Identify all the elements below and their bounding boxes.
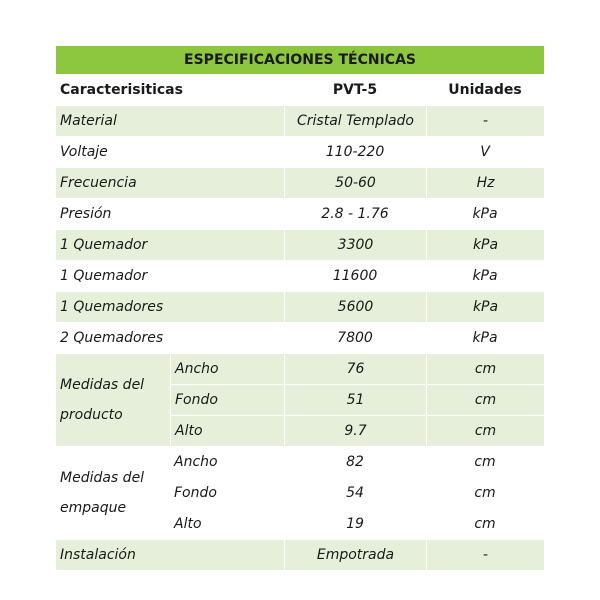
header-units: Unidades [426,75,544,106]
row-value: 2.8 - 1.76 [284,199,426,230]
dimension-value: 51 [284,385,426,416]
row-unit: kPa [426,323,544,354]
row-feature: 1 Quemador [56,230,284,261]
dimension-unit: cm [426,509,544,540]
header-model: PVT-5 [284,75,426,106]
header-row [56,75,544,106]
table-row [56,199,544,230]
dimension-value: 76 [284,354,426,385]
header-feature: Caracterisiticas [56,75,284,106]
row-feature: Voltaje [56,137,284,168]
row-unit: V [426,137,544,168]
row-feature: Material [56,106,284,137]
dimension-name: Alto [170,509,284,540]
row-value: 50-60 [284,168,426,199]
table-row [56,230,544,261]
dimension-name: Fondo [170,478,284,509]
table-row [56,168,544,199]
table-row [56,106,544,137]
dimension-unit: cm [426,354,544,385]
dimension-name: Alto [170,416,284,447]
row-feature: 1 Quemadores [56,292,284,323]
product-dimensions-label: Medidas del producto [56,354,170,447]
package-dimensions-label: Medidas del empaque [56,447,170,540]
row-unit: kPa [426,292,544,323]
row-value: 11600 [284,261,426,292]
dimension-value: 19 [284,509,426,540]
dimension-unit: cm [426,416,544,447]
table-row [56,447,544,478]
table-row [56,137,544,168]
dimension-unit: cm [426,385,544,416]
row-feature: 1 Quemador [56,261,284,292]
title-row [56,46,544,75]
specifications-table [56,46,544,571]
dimension-name: Ancho [170,354,284,385]
dimension-name: Fondo [170,385,284,416]
dimension-value: 9.7 [284,416,426,447]
row-feature: Presión [56,199,284,230]
row-value: 3300 [284,230,426,261]
row-value: 110-220 [284,137,426,168]
table-title: ESPECIFICACIONES TÉCNICAS [56,46,544,75]
dimension-unit: cm [426,478,544,509]
row-unit: - [426,106,544,137]
row-feature: 2 Quemadores [56,323,284,354]
row-unit: kPa [426,199,544,230]
row-value: 7800 [284,323,426,354]
row-unit: Hz [426,168,544,199]
row-unit: - [426,540,544,571]
table-row [56,261,544,292]
table-row [56,292,544,323]
dimension-value: 82 [284,447,426,478]
row-feature: Instalación [56,540,284,571]
dimension-name: Ancho [170,447,284,478]
row-value: Empotrada [284,540,426,571]
row-feature: Frecuencia [56,168,284,199]
row-unit: kPa [426,230,544,261]
table-row [56,354,544,385]
table-row [56,323,544,354]
row-value: Cristal Templado [284,106,426,137]
table-row [56,540,544,571]
row-unit: kPa [426,261,544,292]
dimension-value: 54 [284,478,426,509]
row-value: 5600 [284,292,426,323]
dimension-unit: cm [426,447,544,478]
